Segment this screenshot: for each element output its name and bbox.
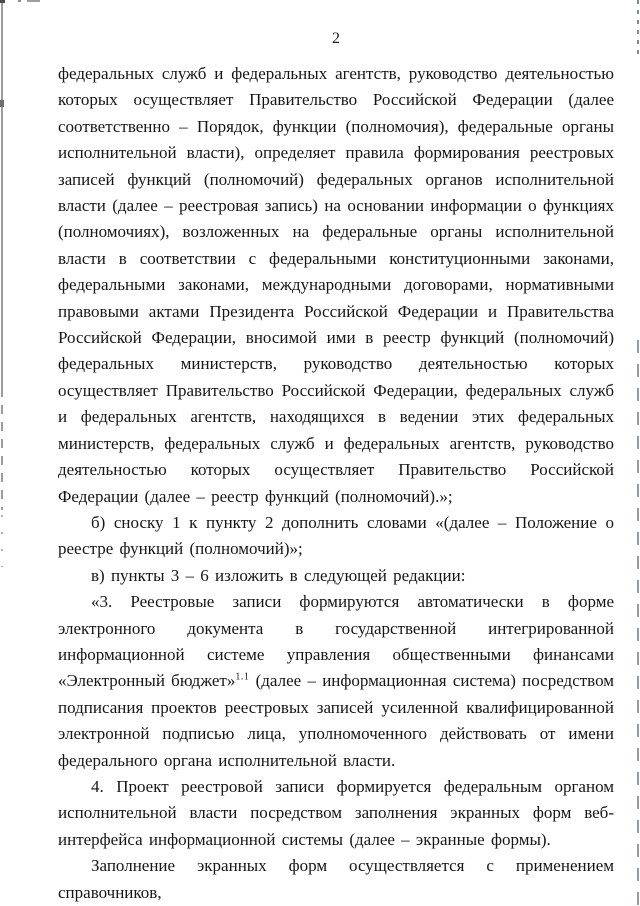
footnote-reference: 1.1 <box>235 671 250 683</box>
scan-artifact-right-line <box>637 340 639 905</box>
scan-artifact-left-tick <box>0 100 4 107</box>
scan-artifact-top-mark <box>18 0 21 2</box>
paragraph-text: Заполнение экранных форм осуществляется с применением справочников, <box>58 856 614 902</box>
paragraph <box>58 853 614 906</box>
document-body <box>58 61 614 906</box>
scan-artifact-left-line <box>1 0 3 388</box>
paragraph-text: б) сноску 1 к пункту 2 дополнить словами «(далее – Положение о реестре функций (полномочий)»; <box>58 512 614 559</box>
scan-artifact-left-line-dots <box>1 515 3 567</box>
paragraph <box>58 774 614 853</box>
paragraph-text: в) пункты 3 – 6 изложить в следующей редакции: <box>91 565 466 585</box>
paragraph <box>58 589 614 774</box>
page-number: 2 <box>332 30 340 47</box>
paragraph <box>58 563 614 589</box>
scan-artifact-right-line-top <box>637 0 639 56</box>
scan-artifact-left-line-dashed <box>1 388 3 510</box>
paragraph-text: (далее – информационная система) посредством подписания проектов реестровых записей усиленной квалифицированной электронной подписью лица, уполномоченного действовать от имени федерального органа исполнительной власти. <box>58 671 615 770</box>
paragraph-text: федеральных служб и федеральных агентств, руководство деятельностью которых осуществляет Правительство Российской Федерации (далее соответственно – Порядок, функции (полномочия), федеральные органы исполнительной власти), определяет правила формирования реестровых записей функций (полномочий) федеральных органов исполнительной власти (далее – реестровая запись) на основании информации о функциях (полномочиях), возложенных на федеральные органы исполнительной власти в соответствии с федеральными конституционными законами, федеральными законами, международными договорами, нормативными правовыми актами Президента Российской Федерации и Правительства Российской Федерации, вносимой ими в реестр функций (полномочий) федеральных министерств, руководство деятельностью которых осуществляет Правительство Российской Федерации, федеральных служб и федеральных агентств, находящихся в ведении этих федеральных министерств, федеральных служб и федеральных агентств, руководство деятельностью которых осуществляет Правительство Российской Федерации (далее – реестр функций (полномочий).»; <box>58 64 614 506</box>
paragraph-text: 4. Проект реестровой записи формируется федеральным органом исполнительной власти посредством заполнения экранных форм веб-интерфейса информационной системы (далее – экранные формы). <box>58 776 614 849</box>
paragraph <box>58 61 614 510</box>
paragraph <box>58 510 614 563</box>
paragraph-text: «3. Реестровые записи формируются автоматически в форме электронного документа в государственной интегрированной информационной системе управления общественными финансами «Электронный бюджет» <box>58 592 614 691</box>
scan-artifact-top-mark <box>0 0 5 3</box>
scan-artifact-top-mark <box>27 0 40 2</box>
